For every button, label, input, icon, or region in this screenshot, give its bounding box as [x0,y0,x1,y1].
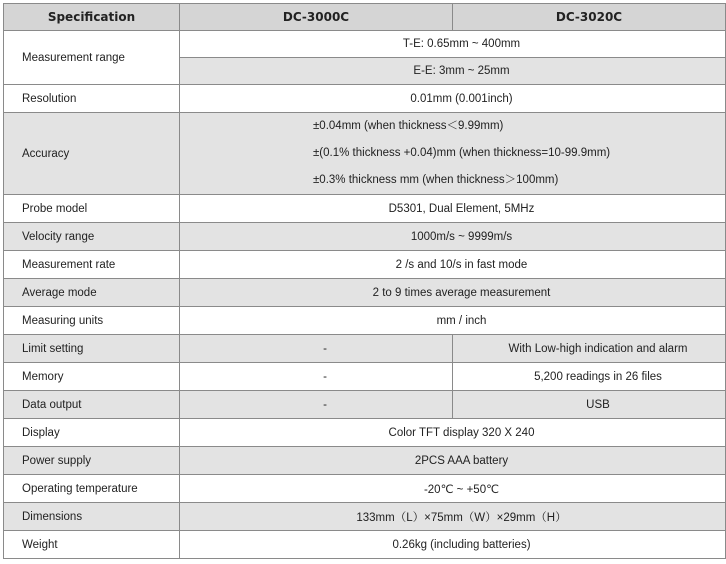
row-label-velocity-range: Velocity range [4,223,180,251]
row-label-power-supply: Power supply [4,447,180,475]
row-label-measuring-units: Measuring units [4,307,180,335]
row-label-probe-model: Probe model [4,195,180,223]
row-label-measurement-rate: Measurement rate [4,251,180,279]
data-output-dc3020c: USB [453,391,726,419]
accuracy-values [180,113,726,195]
operating-temperature-value: -20℃ ~ +50℃ [180,475,726,503]
measurement-range-ee: E-E: 3mm ~ 25mm [180,58,726,85]
measurement-rate-value: 2 /s and 10/s in fast mode [180,251,726,279]
dimensions-value: 133mm（L）×75mm（W）×29mm（H） [180,503,726,531]
header-model-dc3020c: DC-3020C [453,4,726,31]
row-label-weight: Weight [4,531,180,559]
row-label-memory: Memory [4,363,180,391]
accuracy-line: ±(0.1% thickness +0.04)mm (when thickness=10-99.9mm) [313,147,611,159]
row-label-accuracy: Accuracy [4,113,180,195]
power-supply-value: 2PCS AAA battery [180,447,726,475]
row-label-data-output: Data output [4,391,180,419]
probe-model-value: D5301, Dual Element, 5MHz [180,195,726,223]
row-label-resolution: Resolution [4,85,180,113]
data-output-dc3000c: - [180,391,453,419]
measurement-range-te: T-E: 0.65mm ~ 400mm [180,31,726,58]
row-label-limit-setting: Limit setting [4,335,180,363]
header-model-dc3000c: DC-3000C [180,4,453,31]
row-label-average-mode: Average mode [4,279,180,307]
measuring-units-value: mm / inch [180,307,726,335]
memory-dc3000c: - [180,363,453,391]
average-mode-value: 2 to 9 times average measurement [180,279,726,307]
weight-value: 0.26kg (including batteries) [180,531,726,559]
header-specification: Specification [4,4,180,31]
row-label-display: Display [4,419,180,447]
accuracy-line: ±0.3% thickness mm (when thickness＞100mm) [313,174,559,186]
display-value: Color TFT display 320 X 240 [180,419,726,447]
specification-table [3,3,726,559]
row-label-measurement-range: Measurement range [4,31,180,85]
accuracy-line: ±0.04mm (when thickness＜9.99mm) [313,120,504,132]
resolution-value: 0.01mm (0.001inch) [180,85,726,113]
limit-setting-dc3000c: - [180,335,453,363]
row-label-dimensions: Dimensions [4,503,180,531]
limit-setting-dc3020c: With Low-high indication and alarm [453,335,726,363]
row-label-operating-temperature: Operating temperature [4,475,180,503]
memory-dc3020c: 5,200 readings in 26 files [453,363,726,391]
velocity-range-value: 1000m/s ~ 9999m/s [180,223,726,251]
